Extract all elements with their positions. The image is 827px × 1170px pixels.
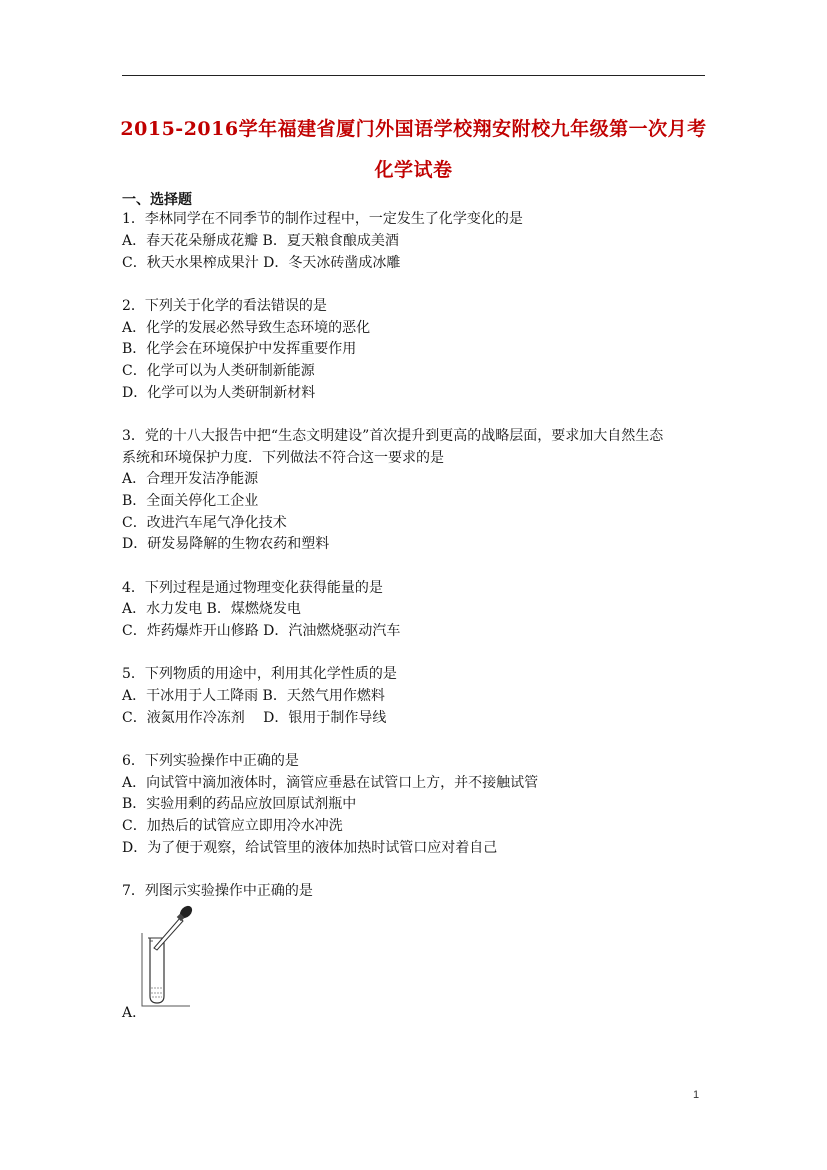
question-7-option-a-label: A． [122, 1005, 147, 1021]
question-6-option: B．实验用剩的药品应放回原试剂瓶中 [122, 796, 357, 812]
question-2-option: A．化学的发展必然导致生态环境的恶化 [122, 320, 371, 336]
page-number: 1 [693, 1089, 700, 1101]
dropper-in-test-tube-icon [140, 898, 200, 1010]
question-6-option: A．向试管中滴加液体时，滴管应垂悬在试管口上方，并不接触试管 [122, 775, 539, 791]
question-4-option-line: A．水力发电 B．煤燃烧发电 [122, 601, 301, 617]
question-3-stem: 系统和环境保护力度．下列做法不符合这一要求的是 [122, 450, 444, 466]
question-5-option-line: A．干冰用于人工降雨 B．天然气用作燃料 [122, 688, 385, 704]
question-7-stem: 7．列图示实验操作中正确的是 [122, 883, 313, 899]
question-4-option-line: C．炸药爆炸开山修路 D．汽油燃烧驱动汽车 [122, 623, 401, 639]
header-rule [122, 75, 705, 76]
section-heading: 一、选择题 [122, 192, 192, 208]
question-6-option: D．为了便于观察，给试管里的液体加热时试管口应对着自己 [122, 840, 498, 856]
question-2-stem: 2．下列关于化学的看法错误的是 [122, 298, 327, 314]
exam-subtitle: 化学试卷 [374, 159, 453, 181]
question-3-option: A．合理开发洁净能源 [122, 471, 259, 487]
question-2-option: C．化学可以为人类研制新能源 [122, 363, 315, 379]
question-6-stem: 6．下列实验操作中正确的是 [122, 753, 299, 769]
question-3-option: D．研发易降解的生物农药和塑料 [122, 536, 330, 552]
question-1-stem: 1．李林同学在不同季节的制作过程中，一定发生了化学变化的是 [122, 211, 523, 227]
question-2-option: D．化学可以为人类研制新材料 [122, 385, 316, 401]
exam-title: 2015-2016学年福建省厦门外国语学校翔安附校九年级第一次月考 [120, 118, 707, 140]
question-6-option: C．加热后的试管应立即用冷水冲洗 [122, 818, 343, 834]
question-3-stem: 3．党的十八大报告中把“生态文明建设”首次提升到更高的战略层面，要求加大自然生态 [122, 428, 664, 444]
question-1-option-line: C．秋天水果榨成果汁 D．冬天冰砖凿成冰雕 [122, 255, 401, 271]
question-3-option: B．全面关停化工企业 [122, 493, 259, 509]
question-5-stem: 5．下列物质的用途中，利用其化学性质的是 [122, 666, 397, 682]
question-1-option-line: A．春天花朵掰成花瓣 B．夏天粮食酿成美酒 [122, 233, 399, 249]
question-2-option: B．化学会在环境保护中发挥重要作用 [122, 341, 357, 357]
question-5-option-line: C．液氮用作冷冻剂 D．银用于制作导线 [122, 710, 387, 726]
question-4-stem: 4．下列过程是通过物理变化获得能量的是 [122, 580, 383, 596]
question-3-option: C．改进汽车尾气净化技术 [122, 515, 287, 531]
